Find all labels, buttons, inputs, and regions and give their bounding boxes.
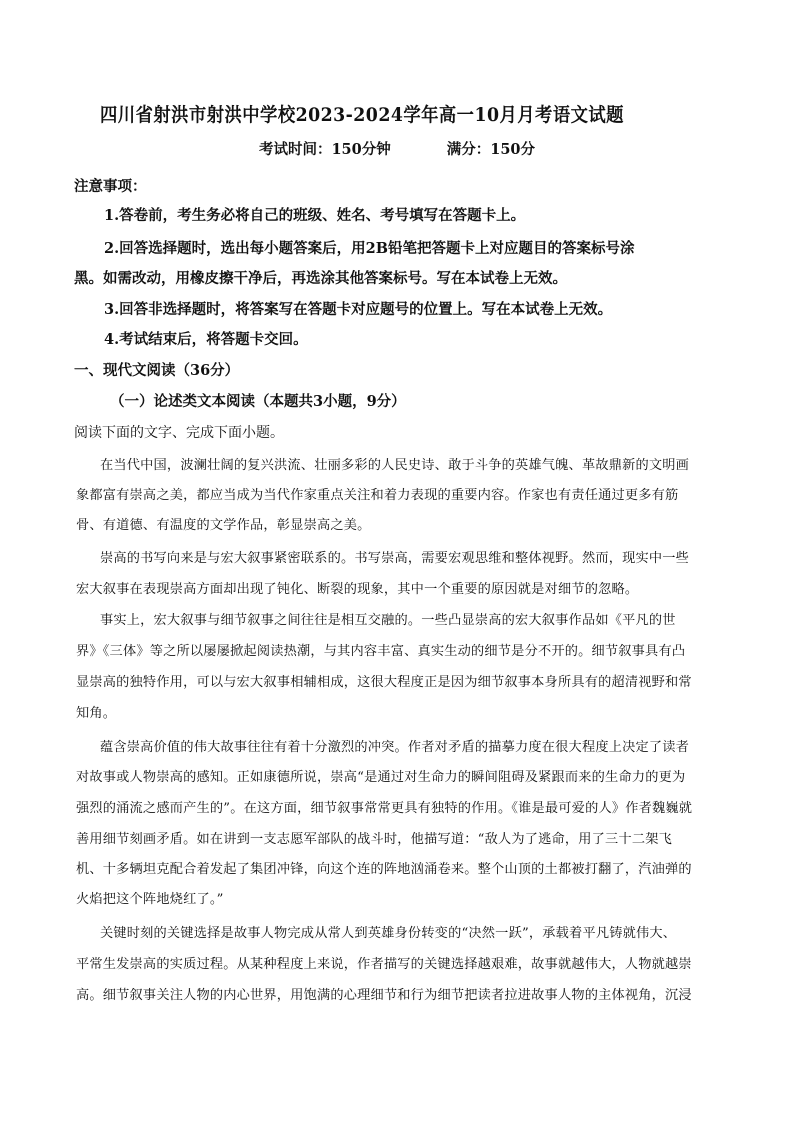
passage-line: 蕴含崇高价值的伟大故事往往有着十分激烈的冲突。作者对矛盾的描摹力度在很大程度上决定了读者 bbox=[100, 740, 690, 755]
section-heading: 一、现代文阅读（36分） bbox=[74, 362, 240, 379]
passage-line: 对故事或人物崇高的感知。正如康德所说，崇高“是通过对生命力的瞬间阻碍及紧跟而来的生命力的更为 bbox=[76, 770, 686, 785]
passage-line: 高。细节叙事关注人物的内心世界，用饱满的心理细节和行为细节把读者拉进故事人物的主体视角，沉浸 bbox=[76, 988, 692, 1003]
passage-line: 宏大叙事在表现崇高方面却出现了钝化、断裂的现象，其中一个重要的原因就是对细节的忽略。 bbox=[76, 582, 639, 597]
passage-line: 崇高的书写向来是与宏大叙事紧密联系的。书写崇高，需要宏观思维和整体视野。然而，现实中一些 bbox=[100, 551, 690, 566]
passage-line: 界》《三体》等之所以屡屡掀起阅读热潮，与其内容丰富、真实生动的细节是分不开的。细节叙事具有凸 bbox=[76, 644, 686, 659]
notice-item: 1.答卷前，考生务必将自己的班级、姓名、考号填写在答题卡上。 bbox=[104, 207, 526, 224]
exam-meta bbox=[0, 138, 794, 159]
passage-line: 知角。 bbox=[76, 706, 117, 721]
notice-item: 2.回答选择题时，选出每小题答案后，用2B铅笔把答题卡上对应题目的答案标号涂 bbox=[104, 240, 635, 257]
reading-instruction: 阅读下面的文字、完成下面小题。 bbox=[74, 425, 284, 441]
passage-line: 在当代中国，波澜壮阔的复兴洪流、壮丽多彩的人民史诗、敢于斗争的英雄气魄、革故鼎新的文明画 bbox=[100, 458, 690, 473]
passage-line: 火焰把这个阵地烧红了。” bbox=[76, 892, 224, 907]
notice-heading: 注意事项： bbox=[74, 178, 147, 195]
passage-line: 强烈的涌流之感而产生的”。在这方面，细节叙事常常更具有独特的作用。《谁是最可爱的人》作者魏巍就 bbox=[76, 801, 693, 816]
passage-line: 机、十多辆坦克配合着发起了集团冲锋，向这个连的阵地汹涌卷来。整个山顶的土都被打翻了，汽油弹的 bbox=[76, 862, 692, 877]
exam-time: 考试时间：150分钟 bbox=[258, 141, 391, 158]
notice-item: 3.回答非选择题时，将答案写在答题卡对应题号的位置上。写在本试卷上无效。 bbox=[104, 301, 613, 318]
passage-line: 象都富有崇高之美，都应当成为当代作家重点关注和着力表现的重要内容。作家也有责任通过更多有筋 bbox=[76, 488, 679, 503]
notice-item: 黑。如需改动，用橡皮擦干净后，再选涂其他答案标号。写在本试卷上无效。 bbox=[74, 270, 567, 287]
passage-line: 骨、有道德、有温度的文学作品，彰显崇高之美。 bbox=[76, 518, 371, 533]
subsection-heading: （一）论述类文本阅读（本题共3小题，9分） bbox=[110, 393, 406, 410]
passage-line: 显崇高的独特作用，可以与宏大叙事相辅相成，这很大程度正是因为细节叙事本身所具有的超清视野和常 bbox=[76, 675, 692, 690]
full-score: 满分：150分 bbox=[446, 141, 536, 158]
passage-line: 关键时刻的关键选择是故事人物完成从常人到英雄身份转变的“决然一跃”，承载着平凡铸就伟大、 bbox=[100, 926, 677, 941]
passage-line: 善用细节刻画矛盾。如在讲到一支志愿军部队的战斗时，他描写道：“敌人为了逃命，用了三十二架飞 bbox=[76, 832, 672, 847]
notice-item: 4.考试结束后，将答题卡交回。 bbox=[104, 331, 308, 348]
exam-title: 四川省射洪市射洪中学校2023-2024学年高一10月月考语文试题 bbox=[100, 104, 624, 126]
passage-line: 平常生发崇高的实质过程。从某种程度上来说，作者描写的关键选择越艰难，故事就越伟大，人物就越崇 bbox=[76, 957, 692, 972]
passage-line: 事实上，宏大叙事与细节叙事之间往往是相互交融的。一些凸显崇高的宏大叙事作品如《平凡的世 bbox=[100, 613, 676, 628]
